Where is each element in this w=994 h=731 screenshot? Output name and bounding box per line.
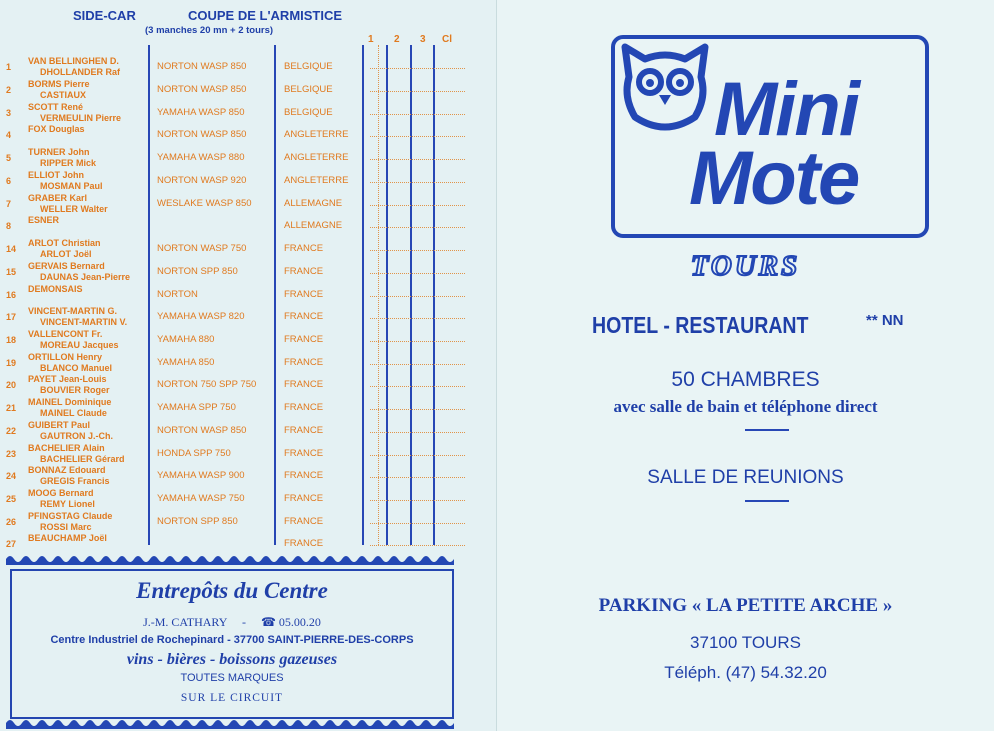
passenger-name: WELLER Walter xyxy=(40,204,108,214)
table-row xyxy=(0,352,470,374)
passenger-name: MOSMAN Paul xyxy=(40,181,103,191)
driver-name: TURNER John xyxy=(28,147,90,157)
table-row xyxy=(0,193,470,215)
table-row xyxy=(0,124,470,146)
result-dots xyxy=(370,386,465,387)
phone: Téléph. (47) 54.32.20 xyxy=(664,663,827,682)
result-dots xyxy=(370,159,465,160)
result-dots xyxy=(370,227,465,228)
passenger-name: ARLOT Joël xyxy=(40,249,92,259)
result-dots xyxy=(370,205,465,206)
driver-name: BORMS Pierre xyxy=(28,79,90,89)
machine: YAMAHA 880 xyxy=(157,334,215,345)
entry-number: 3 xyxy=(6,108,12,118)
parking: PARKING « LA PETITE ARCHE » xyxy=(598,595,893,616)
ad-brands: TOUTES MARQUES xyxy=(180,672,284,684)
passenger-name: GAUTRON J.-Ch. xyxy=(40,431,113,441)
country: ANGLETERRE xyxy=(284,129,349,140)
result-dots xyxy=(370,250,465,251)
table-row xyxy=(0,488,470,510)
machine: NORTON WASP 850 xyxy=(157,129,247,140)
table-row xyxy=(0,102,470,124)
country: FRANCE xyxy=(284,425,324,436)
country: ANGLETERRE xyxy=(284,152,349,163)
entry-number: 23 xyxy=(6,449,17,459)
entry-number: 18 xyxy=(6,335,17,345)
country: BELGIQUE xyxy=(284,107,333,118)
passenger-name: CASTIAUX xyxy=(40,90,87,100)
wave-border-bottom xyxy=(6,717,454,729)
driver-name: VINCENT-MARTIN G. xyxy=(28,306,117,316)
table-row xyxy=(0,443,470,465)
wave-border-top xyxy=(6,553,454,565)
passenger-name: MAINEL Claude xyxy=(40,408,107,418)
race-title: COUPE DE L'ARMISTICE xyxy=(188,8,343,23)
passenger-name: REMY Lionel xyxy=(40,499,95,509)
entry-number: 17 xyxy=(6,312,17,322)
passenger-name: DAUNAS Jean-Pierre xyxy=(40,272,131,282)
country: FRANCE xyxy=(284,538,324,549)
race-format: (3 manches 20 mn + 2 tours) xyxy=(145,25,274,36)
result-dots xyxy=(370,341,465,342)
result-dots xyxy=(370,114,465,115)
passenger-name: BLANCO Manuel xyxy=(40,363,112,373)
table-row xyxy=(0,397,470,419)
machine: NORTON 750 SPP 750 xyxy=(157,379,257,390)
postcode: 37100 TOURS xyxy=(690,633,801,652)
logo-mote: Mote xyxy=(689,136,859,221)
country: FRANCE xyxy=(284,289,324,300)
table-row xyxy=(0,79,470,101)
country: ANGLETERRE xyxy=(284,175,349,186)
table-row xyxy=(0,170,470,192)
country: BELGIQUE xyxy=(284,61,333,72)
entry-number: 20 xyxy=(6,380,17,390)
divider xyxy=(745,500,789,502)
ad-products: vins - bières - boissons gazeuses xyxy=(126,651,338,668)
entry-number: 26 xyxy=(6,517,17,527)
city-banner: TOURS xyxy=(690,250,801,282)
passenger-name: RIPPER Mick xyxy=(40,158,97,168)
machine: YAMAHA SPP 750 xyxy=(157,402,236,413)
driver-name: VALLENCONT Fr. xyxy=(28,329,103,339)
passenger-name: DHOLLANDER Raf xyxy=(40,67,120,77)
result-dots xyxy=(370,409,465,410)
result-dots xyxy=(370,364,465,365)
result-dots xyxy=(370,318,465,319)
ad-contact: J.-M. CATHARY xyxy=(143,615,227,629)
driver-name: BACHELIER Alain xyxy=(28,443,105,453)
rooms: 50 CHAMBRES xyxy=(671,368,820,391)
ad-address: Centre Industriel de Rochepinard - 37700 SAINT-PIERRE-DES-CORPS xyxy=(50,634,414,646)
driver-name: PAYET Jean-Louis xyxy=(28,374,107,384)
entry-number: 25 xyxy=(6,494,17,504)
driver-name: GRABER Karl xyxy=(28,193,88,203)
machine: NORTON WASP 920 xyxy=(157,175,247,186)
owl-icon xyxy=(615,37,715,142)
entry-number: 6 xyxy=(6,176,12,186)
table-row xyxy=(0,238,470,260)
entry-number: 2 xyxy=(6,85,12,95)
country: FRANCE xyxy=(284,266,324,277)
machine: NORTON SPP 850 xyxy=(157,266,238,277)
table-row xyxy=(0,465,470,487)
country: FRANCE xyxy=(284,470,324,481)
driver-name: BEAUCHAMP Joël xyxy=(28,533,107,543)
table-row xyxy=(0,533,470,555)
result-dots xyxy=(370,432,465,433)
column-header-classement: Cl xyxy=(442,34,452,45)
table-row xyxy=(0,511,470,533)
machine: YAMAHA WASP 820 xyxy=(157,311,245,322)
entry-number: 21 xyxy=(6,403,17,413)
passenger-name: VERMEULIN Pierre xyxy=(40,113,122,123)
hotel-line xyxy=(592,312,847,339)
machine: YAMAHA 850 xyxy=(157,357,215,368)
country: FRANCE xyxy=(284,493,324,504)
passenger-name: MOREAU Jacques xyxy=(40,340,119,350)
country: FRANCE xyxy=(284,243,324,254)
hotel-restaurant: HOTEL - RESTAURANT xyxy=(592,312,809,338)
ad-separator: - xyxy=(241,615,246,629)
machine: NORTON xyxy=(157,289,198,300)
ad-phone: ☎ 05.00.20 xyxy=(260,615,321,629)
entry-number: 22 xyxy=(6,426,17,436)
entry-number: 5 xyxy=(6,153,12,163)
result-dots xyxy=(370,296,465,297)
passenger-name: GREGIS Francis xyxy=(40,476,110,486)
driver-name: MAINEL Dominique xyxy=(28,397,112,407)
machine: WESLAKE WASP 850 xyxy=(157,198,252,209)
entry-number: 8 xyxy=(6,221,12,231)
table-row xyxy=(0,284,470,306)
divider xyxy=(745,429,789,431)
driver-name: SCOTT René xyxy=(28,102,84,112)
country: FRANCE xyxy=(284,516,324,527)
meeting-room: SALLE DE REUNIONS xyxy=(647,467,844,488)
machine: NORTON WASP 850 xyxy=(157,61,247,72)
table-row xyxy=(0,329,470,351)
driver-name: BONNAZ Edouard xyxy=(28,465,106,475)
driver-name: GUIBERT Paul xyxy=(28,420,91,430)
machine: YAMAHA WASP 750 xyxy=(157,493,245,504)
result-dots xyxy=(370,273,465,274)
hotel-rating: ** NN xyxy=(866,312,904,329)
result-dots xyxy=(370,545,465,546)
entry-number: 4 xyxy=(6,130,12,140)
driver-name: DEMONSAIS xyxy=(28,284,83,294)
column-header-3: 3 xyxy=(420,34,426,45)
entry-number: 24 xyxy=(6,471,17,481)
result-dots xyxy=(370,455,465,456)
advertisement-box xyxy=(10,569,454,719)
result-dots xyxy=(370,68,465,69)
result-dots xyxy=(370,91,465,92)
table-row xyxy=(0,306,470,328)
country: FRANCE xyxy=(284,379,324,390)
driver-name: FOX Douglas xyxy=(28,124,85,134)
country: FRANCE xyxy=(284,334,324,345)
table-row xyxy=(0,420,470,442)
column-header-1: 1 xyxy=(368,34,374,45)
driver-name: ESNER xyxy=(28,215,60,225)
country: FRANCE xyxy=(284,448,324,459)
result-dots xyxy=(370,136,465,137)
result-dots xyxy=(370,477,465,478)
entry-number: 15 xyxy=(6,267,17,277)
driver-name: ARLOT Christian xyxy=(28,238,101,248)
machine: YAMAHA WASP 850 xyxy=(157,107,245,118)
ad-circuit: SUR LE CIRCUIT xyxy=(180,692,284,704)
driver-name: ELLIOT John xyxy=(28,170,84,180)
driver-name: GERVAIS Bernard xyxy=(28,261,105,271)
entry-number: 16 xyxy=(6,290,17,300)
country: BELGIQUE xyxy=(284,84,333,95)
passenger-name: BACHELIER Gérard xyxy=(40,454,125,464)
machine: NORTON WASP 850 xyxy=(157,84,247,95)
logo-mini: Mini xyxy=(714,67,858,152)
result-dots xyxy=(370,523,465,524)
table-row xyxy=(0,374,470,396)
machine: NORTON WASP 750 xyxy=(157,243,247,254)
entry-number: 14 xyxy=(6,244,17,254)
country: ALLEMAGNE xyxy=(284,220,343,231)
table-row xyxy=(0,56,470,78)
machine: HONDA SPP 750 xyxy=(157,448,231,459)
machine: YAMAHA WASP 880 xyxy=(157,152,245,163)
driver-name: VAN BELLINGHEN D. xyxy=(28,56,119,66)
result-dots xyxy=(370,182,465,183)
entry-number: 19 xyxy=(6,358,17,368)
machine: YAMAHA WASP 900 xyxy=(157,470,245,481)
amenities: avec salle de bain et téléphone direct xyxy=(613,397,878,416)
driver-name: PFINGSTAG Claude xyxy=(28,511,113,521)
country: FRANCE xyxy=(284,357,324,368)
table-row xyxy=(0,147,470,169)
table-row xyxy=(0,261,470,283)
ad-contact-line xyxy=(12,615,452,630)
entry-number: 1 xyxy=(6,62,12,72)
passenger-name: VINCENT-MARTIN V. xyxy=(40,317,128,327)
country: FRANCE xyxy=(284,402,324,413)
column-header-2: 2 xyxy=(394,34,400,45)
entry-number: 7 xyxy=(6,199,12,209)
ad-title: Entrepôts du Centre xyxy=(136,578,328,603)
passenger-name: BOUVIER Roger xyxy=(40,385,110,395)
table-row xyxy=(0,215,470,237)
driver-name: MOOG Bernard xyxy=(28,488,94,498)
passenger-name: ROSSI Marc xyxy=(40,522,92,532)
result-dots xyxy=(370,500,465,501)
country: ALLEMAGNE xyxy=(284,198,343,209)
entry-number: 27 xyxy=(6,539,17,549)
country: FRANCE xyxy=(284,311,324,322)
driver-name: ORTILLON Henry xyxy=(28,352,103,362)
machine: NORTON WASP 850 xyxy=(157,425,247,436)
machine: NORTON SPP 850 xyxy=(157,516,238,527)
class-title: SIDE-CAR xyxy=(73,8,136,23)
